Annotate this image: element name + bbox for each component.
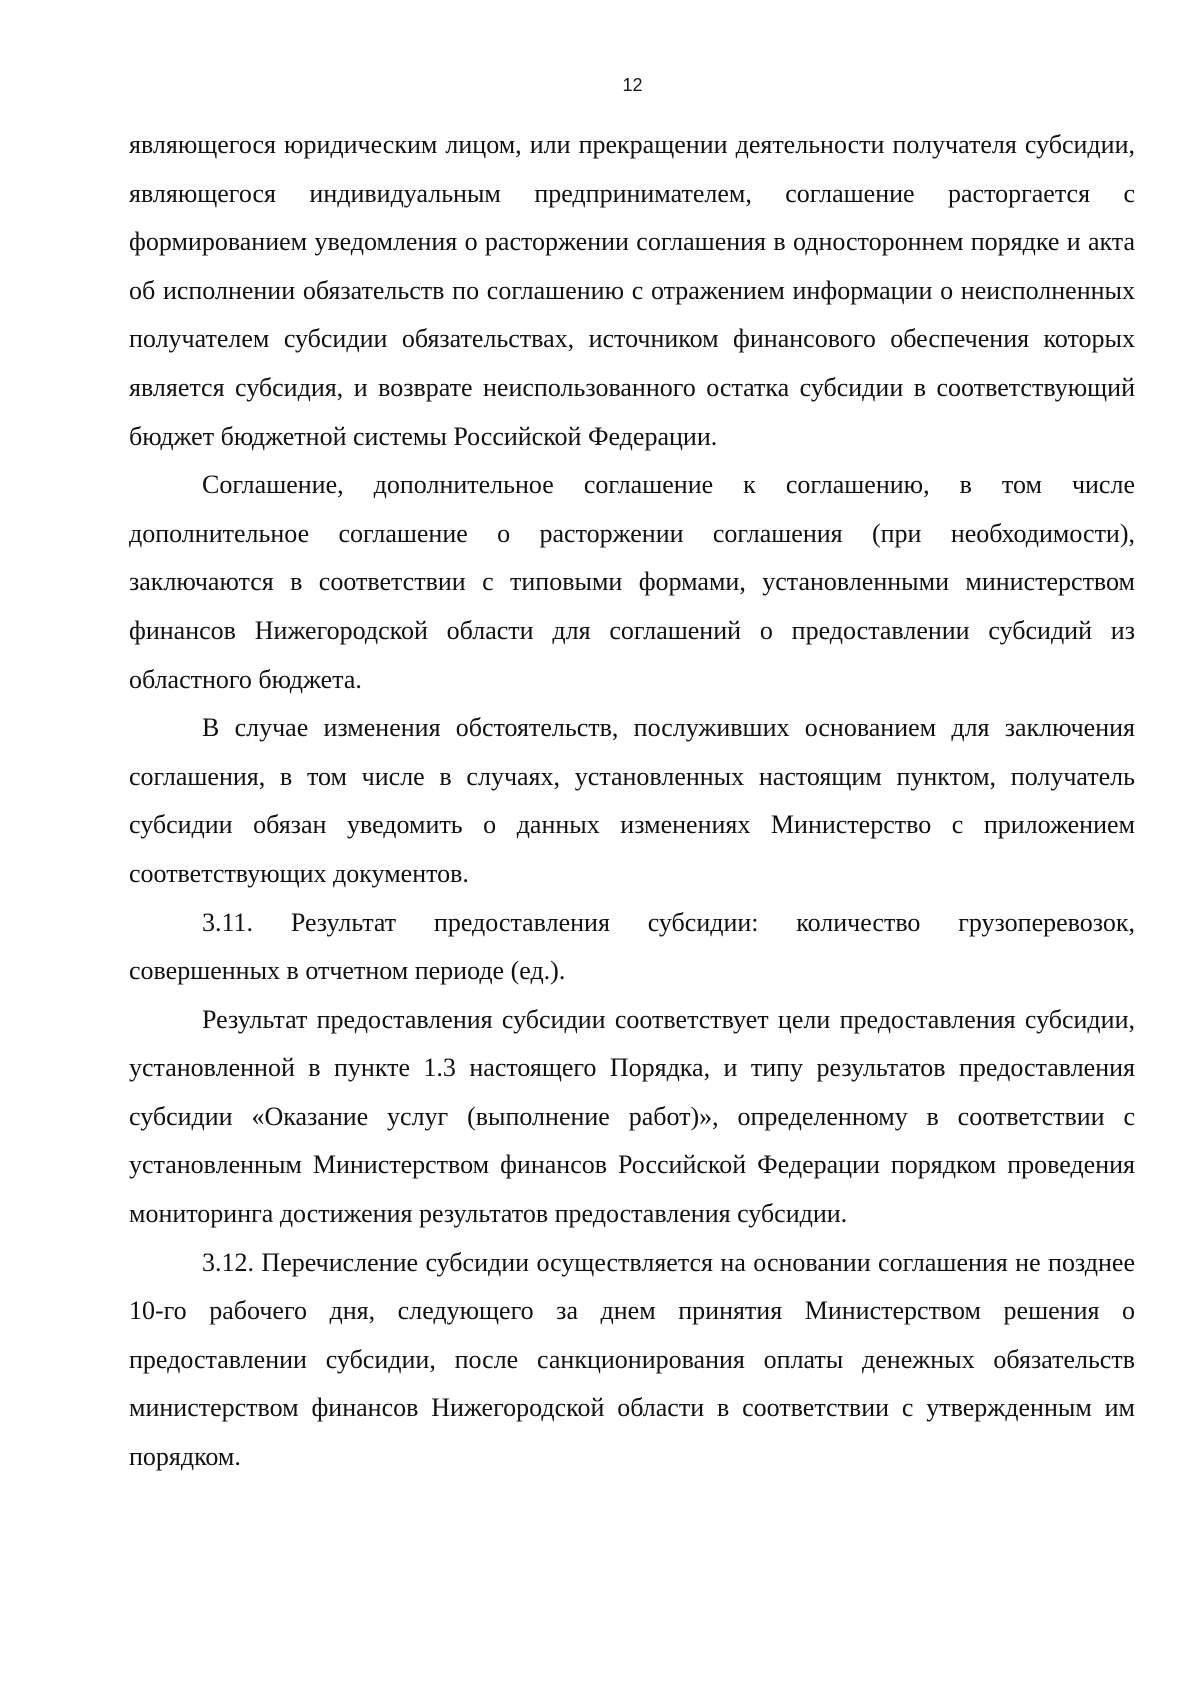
paragraph-clause-3-11: 3.11. Результат предоставления субсидии: количество грузоперевозок, совершенных в отчетном периоде (ед.). [129,907,1135,986]
paragraph-continuation: являющегося юридическим лицом, или прекращении деятельности получателя субсидии, являющегося индивидуальным предпринимателем, соглашение расторгается с формированием уведомления о расторжении соглашения в одностороннем порядке и акта об исполнении обязательств по соглашению с отражением информации о неисполненных получателем субсидии обязательствах, источником финансового обеспечения которых является субсидия, и возврате неиспользованного остатка субсидии в соответствующий бюджет бюджетной системы Российской Федерации. [129,130,1135,451]
paragraph-clause-3-12: 3.12. Перечисление субсидии осуществляется на основании соглашения не позднее 10-го рабочего дня, следующего за днем принятия Министерством решения о предоставлении субсидии, после санкционирования оплаты денежных обязательств министерством финансов Нижегородской области в соответствии с утвержденным им порядком. [129,1247,1135,1472]
document-body [129,121,1135,1482]
paragraph-change-notification: В случае изменения обстоятельств, послуживших основанием для заключения соглашения, в том числе в случаях, установленных настоящим пунктом, получатель субсидии обязан уведомить о данных изменениях Министерство с приложением соответствующих документов. [129,713,1135,888]
paragraph-agreement-forms: Соглашение, дополнительное соглашение к соглашению, в том числе дополнительное соглашение о расторжении соглашения (при необходимости), заключаются в соответствии с типовыми формами, установленными министерством финансов Нижегородской области для соглашений о предоставлении субсидий из областного бюджета. [129,470,1135,694]
page-number: 12 [622,75,643,95]
paragraph-result-compliance: Результат предоставления субсидии соответствует цели предоставления субсидии, установленной в пункте 1.3 настоящего Порядка, и типу результатов предоставления субсидии «Оказание услуг (выполнение работ)», определенному в соответствии с установленным Министерством финансов Российской Федерации порядком проведения мониторинга достижения результатов предоставления субсидии. [129,1004,1135,1229]
